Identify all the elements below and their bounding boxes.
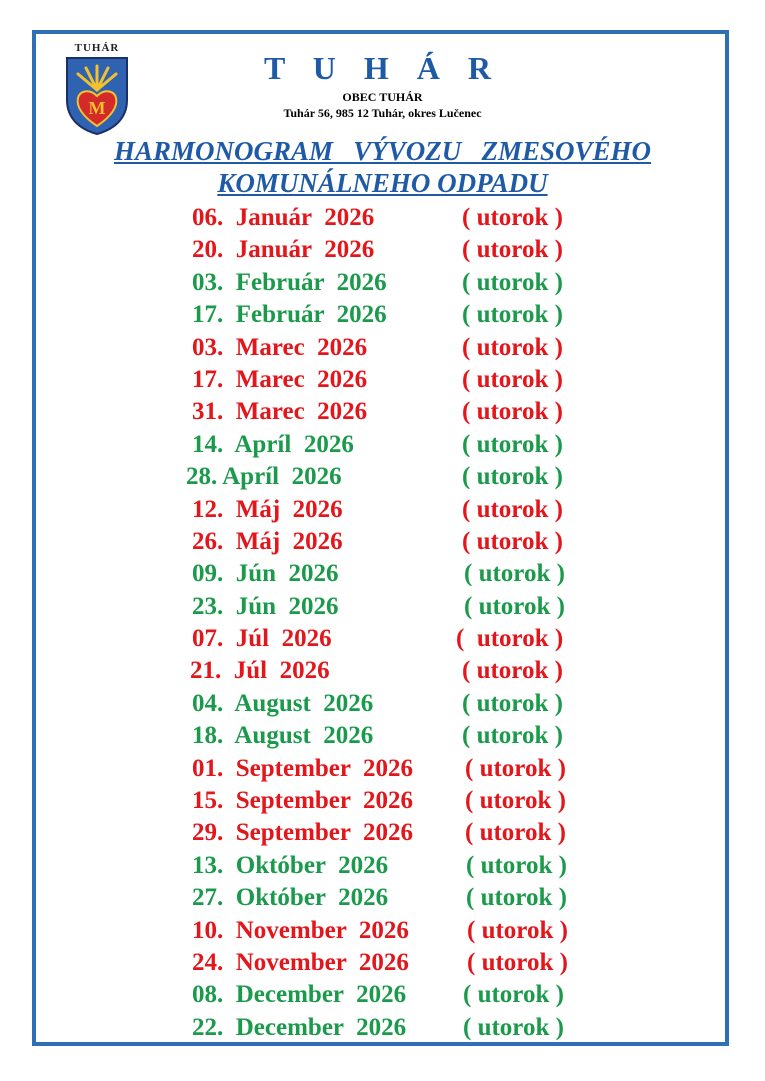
collection-date: 03. Február 2026 [192,268,387,296]
collection-weekday: ( utorok ) [462,365,563,393]
office-name: OBEC TUHÁR [342,90,423,104]
collection-date: 12. Máj 2026 [192,495,343,523]
schedule-row [0,528,765,560]
schedule-row [0,560,765,592]
collection-date: 26. Máj 2026 [192,527,343,555]
schedule-row [0,722,765,754]
collection-date: 04. August 2026 [192,689,374,717]
collection-date: 23. Jún 2026 [192,592,339,620]
collection-weekday: ( utorok ) [463,981,564,1009]
collection-weekday: ( utorok ) [462,722,563,750]
collection-weekday: ( utorok ) [462,495,563,523]
collection-date: 18. August 2026 [192,722,374,750]
collection-weekday: ( utorok ) [467,916,568,944]
schedule-row [0,269,765,301]
schedule-heading-line2: KOMUNÁLNEHO ODPADU [217,168,548,198]
collection-weekday: ( utorok ) [456,625,564,653]
collection-weekday: ( utorok ) [462,236,563,264]
collection-date: 15. September 2026 [192,787,414,815]
collection-weekday: ( utorok ) [462,527,563,555]
collection-weekday: ( utorok ) [465,787,566,815]
collection-weekday: ( utorok ) [462,430,563,458]
collection-date: 10. November 2026 [192,916,409,944]
collection-weekday: ( utorok ) [463,1013,564,1041]
collection-weekday: ( utorok ) [467,948,568,976]
collection-date: 17. Február 2026 [192,301,387,329]
collection-date: 28. Apríl 2026 [186,463,342,491]
collection-date: 29. September 2026 [192,819,414,847]
collection-weekday: ( utorok ) [462,689,563,717]
schedule-row [0,593,765,625]
schedule-row [0,657,765,689]
collection-date: 27. Október 2026 [192,884,389,912]
schedule-row [0,755,765,787]
collection-weekday: ( utorok ) [466,851,567,879]
schedule-row [0,819,765,851]
collection-weekday: ( utorok ) [462,204,563,231]
schedule-row [0,981,765,1013]
collection-date: 13. Október 2026 [192,851,389,879]
collection-date: 20. Január 2026 [192,236,375,264]
crest-label: TUHÁR [74,42,120,54]
collection-weekday: ( utorok ) [462,268,563,296]
schedule-row [0,366,765,398]
collection-date: 01. September 2026 [192,754,414,782]
collection-weekday: ( utorok ) [464,592,565,620]
schedule-row [0,852,765,884]
schedule-heading-line1: HARMONOGRAM VÝVOZU ZMESOVÉHO [113,136,652,166]
collection-weekday: ( utorok ) [466,884,567,912]
page-title: T U H Á R [264,50,501,86]
collection-weekday: ( utorok ) [462,657,563,685]
collection-weekday: ( utorok ) [464,560,565,588]
collection-date: 09. Jún 2026 [192,560,339,588]
collection-date: 22. December 2026 [192,1013,407,1041]
schedule-row [0,949,765,981]
collection-weekday: ( utorok ) [465,819,566,847]
schedule-row [0,431,765,463]
collection-weekday: ( utorok ) [462,301,563,329]
office-address: Tuhár 56, 985 12 Tuhár, okres Lučenec [283,106,482,120]
collection-date: 21. Júl 2026 [190,657,330,685]
schedule-row [0,496,765,528]
schedule-row [0,301,765,333]
collection-date: 17. Marec 2026 [192,365,368,393]
schedule-row [0,690,765,722]
schedule-row [0,204,765,236]
collection-weekday: ( utorok ) [462,463,563,491]
collection-weekday: ( utorok ) [462,398,563,426]
schedule-row [0,917,765,949]
collection-date: 06. Január 2026 [192,204,375,231]
schedule-row [0,787,765,819]
collection-date: 08. December 2026 [192,981,407,1009]
collection-schedule [0,204,765,1046]
collection-date: 24. November 2026 [192,948,409,976]
schedule-row [0,236,765,268]
collection-weekday: ( utorok ) [465,754,566,782]
collection-date: 14. Apríl 2026 [192,430,354,458]
schedule-row [0,334,765,366]
collection-date: 31. Marec 2026 [192,398,368,426]
collection-date: 07. Júl 2026 [192,625,332,653]
schedule-row [0,884,765,916]
schedule-row [0,463,765,495]
collection-date: 03. Marec 2026 [192,333,368,361]
schedule-row [0,398,765,430]
schedule-row [0,1014,765,1046]
collection-weekday: ( utorok ) [462,333,563,361]
svg-text:M: M [88,98,106,118]
schedule-row [0,625,765,657]
